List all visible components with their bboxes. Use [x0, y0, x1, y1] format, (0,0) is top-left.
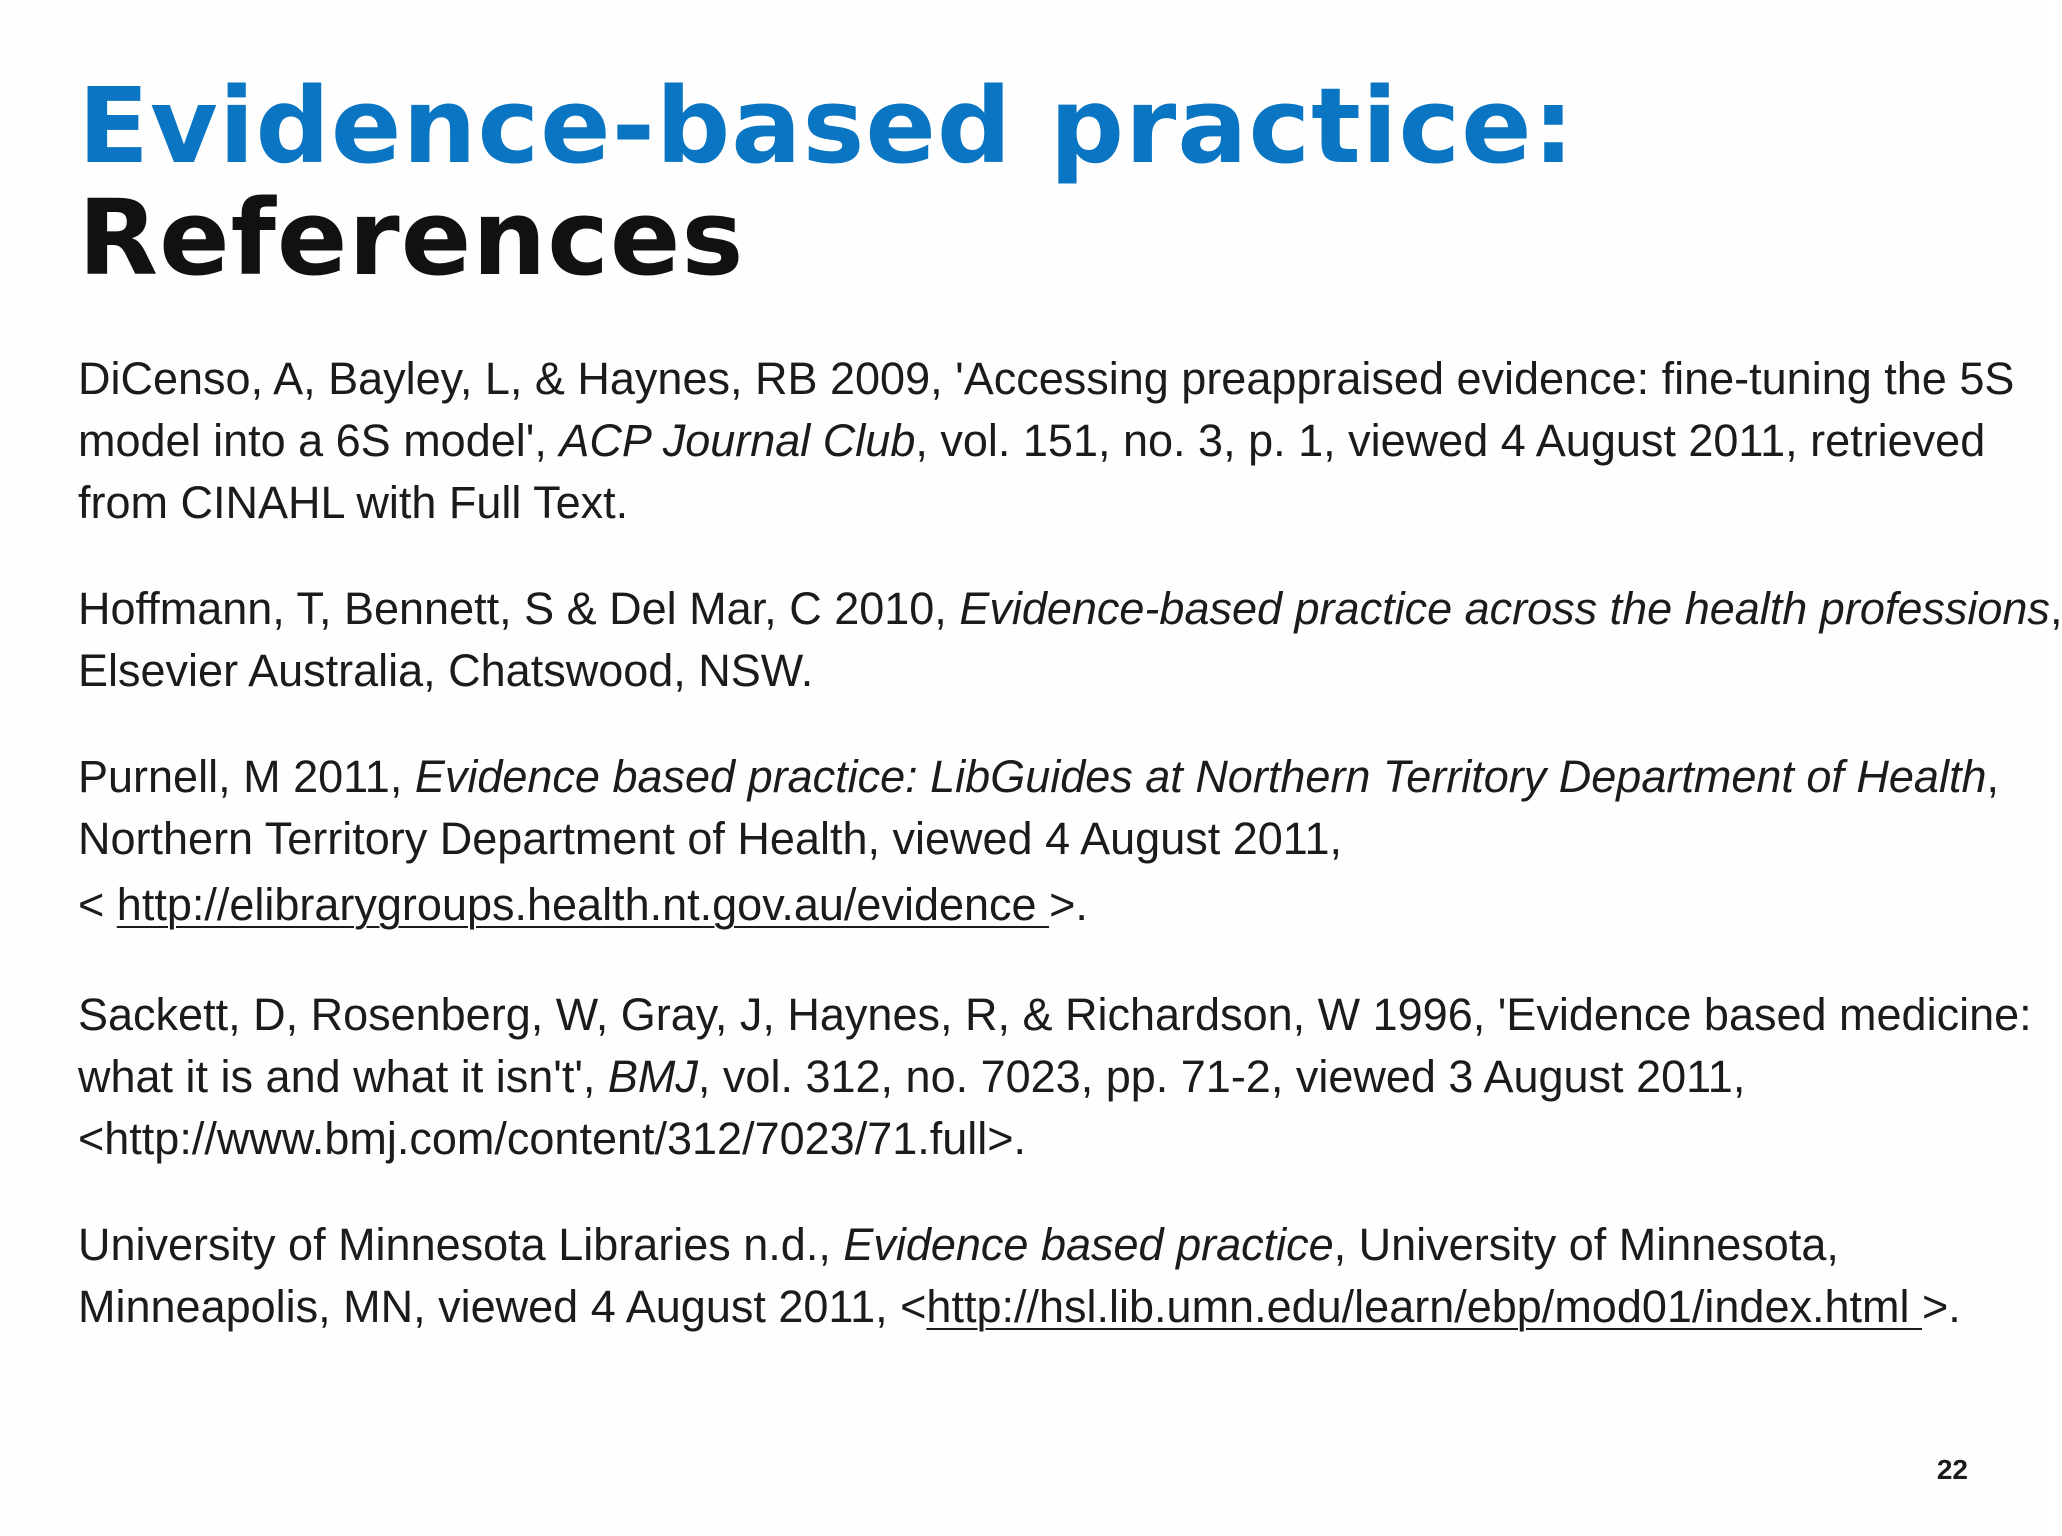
reference-line	[78, 578, 2062, 640]
reference-source-title: ACP Journal Club	[559, 415, 916, 466]
reference-line	[78, 348, 2015, 410]
reference-text: ,	[1986, 751, 1999, 802]
reference-text: >.	[1049, 879, 1088, 930]
reference-text: <http://www.bmj.com/content/312/7023/71.full>.	[78, 1113, 1027, 1164]
reference-text: Elsevier Australia, Chatswood, NSW.	[78, 645, 814, 696]
reference-text: , University of Minnesota,	[1333, 1219, 1839, 1270]
reference-text: model into a 6S model',	[78, 415, 560, 466]
reference-line	[78, 870, 1978, 940]
reference-line	[78, 472, 1978, 534]
reference-source-title: Evidence-based practice across the health professions	[959, 583, 2050, 634]
reference-link[interactable]: http://hsl.lib.umn.edu/learn/ebp/mod01/index.html	[926, 1281, 1923, 1332]
reference-text: Minneapolis, MN, viewed 4 August 2011, <	[78, 1281, 927, 1332]
reference-text: Sackett, D, Rosenberg, W, Gray, J, Haynes, R, & Richardson, W 1996, 'Evidence based medicine:	[78, 989, 2032, 1040]
references-list	[78, 348, 2062, 1382]
reference-entry	[78, 578, 2062, 702]
reference-source-title: BMJ	[607, 1051, 698, 1102]
page-number: 22	[1936, 1454, 1968, 1485]
reference-text: Northern Territory Department of Health, viewed 4 August 2011,	[78, 813, 1342, 864]
reference-text: what it is and what it isn't',	[78, 1051, 608, 1102]
reference-line	[78, 410, 1986, 472]
reference-text: from CINAHL with Full Text.	[78, 477, 629, 528]
reference-entry	[78, 348, 2015, 534]
reference-text: Purnell, M 2011,	[78, 751, 415, 802]
reference-line	[78, 1108, 1978, 1170]
reference-entry	[78, 984, 2032, 1170]
slide-title	[78, 65, 1978, 299]
reference-text: University of Minnesota Libraries n.d.,	[78, 1219, 844, 1270]
reference-line	[78, 808, 1978, 870]
reference-text: <	[78, 879, 117, 930]
title-sub: References	[78, 177, 745, 299]
reference-text: Hoffmann, T, Bennett, S & Del Mar, C 2010,	[78, 583, 960, 634]
reference-text: , vol. 312, no. 7023, pp. 71-2, viewed 3 August 2011,	[697, 1051, 1746, 1102]
reference-entry	[78, 1214, 1978, 1338]
reference-entry	[78, 746, 1999, 940]
reference-line	[78, 1046, 1978, 1108]
reference-line	[78, 984, 2032, 1046]
reference-line	[78, 746, 1999, 808]
reference-text: , vol. 151, no. 3, p. 1, viewed 4 August 2011, retrieved	[915, 415, 1986, 466]
reference-link[interactable]: http://elibrarygroups.health.nt.gov.au/evidence	[116, 879, 1050, 930]
reference-text: >.	[1922, 1281, 1961, 1332]
reference-line	[78, 1214, 1978, 1276]
reference-text: DiCenso, A, Bayley, L, & Haynes, RB 2009, 'Accessing preappraised evidence: fine-tuning the 5S	[78, 353, 2015, 404]
reference-source-title: Evidence based practice	[843, 1219, 1334, 1270]
reference-line	[78, 640, 1978, 702]
reference-text: ,	[2049, 583, 2062, 634]
reference-line	[78, 1276, 1978, 1338]
reference-source-title: Evidence based practice: LibGuides at Northern Territory Department of Health	[414, 751, 1987, 802]
title-main: Evidence-based practice:	[78, 65, 1576, 187]
